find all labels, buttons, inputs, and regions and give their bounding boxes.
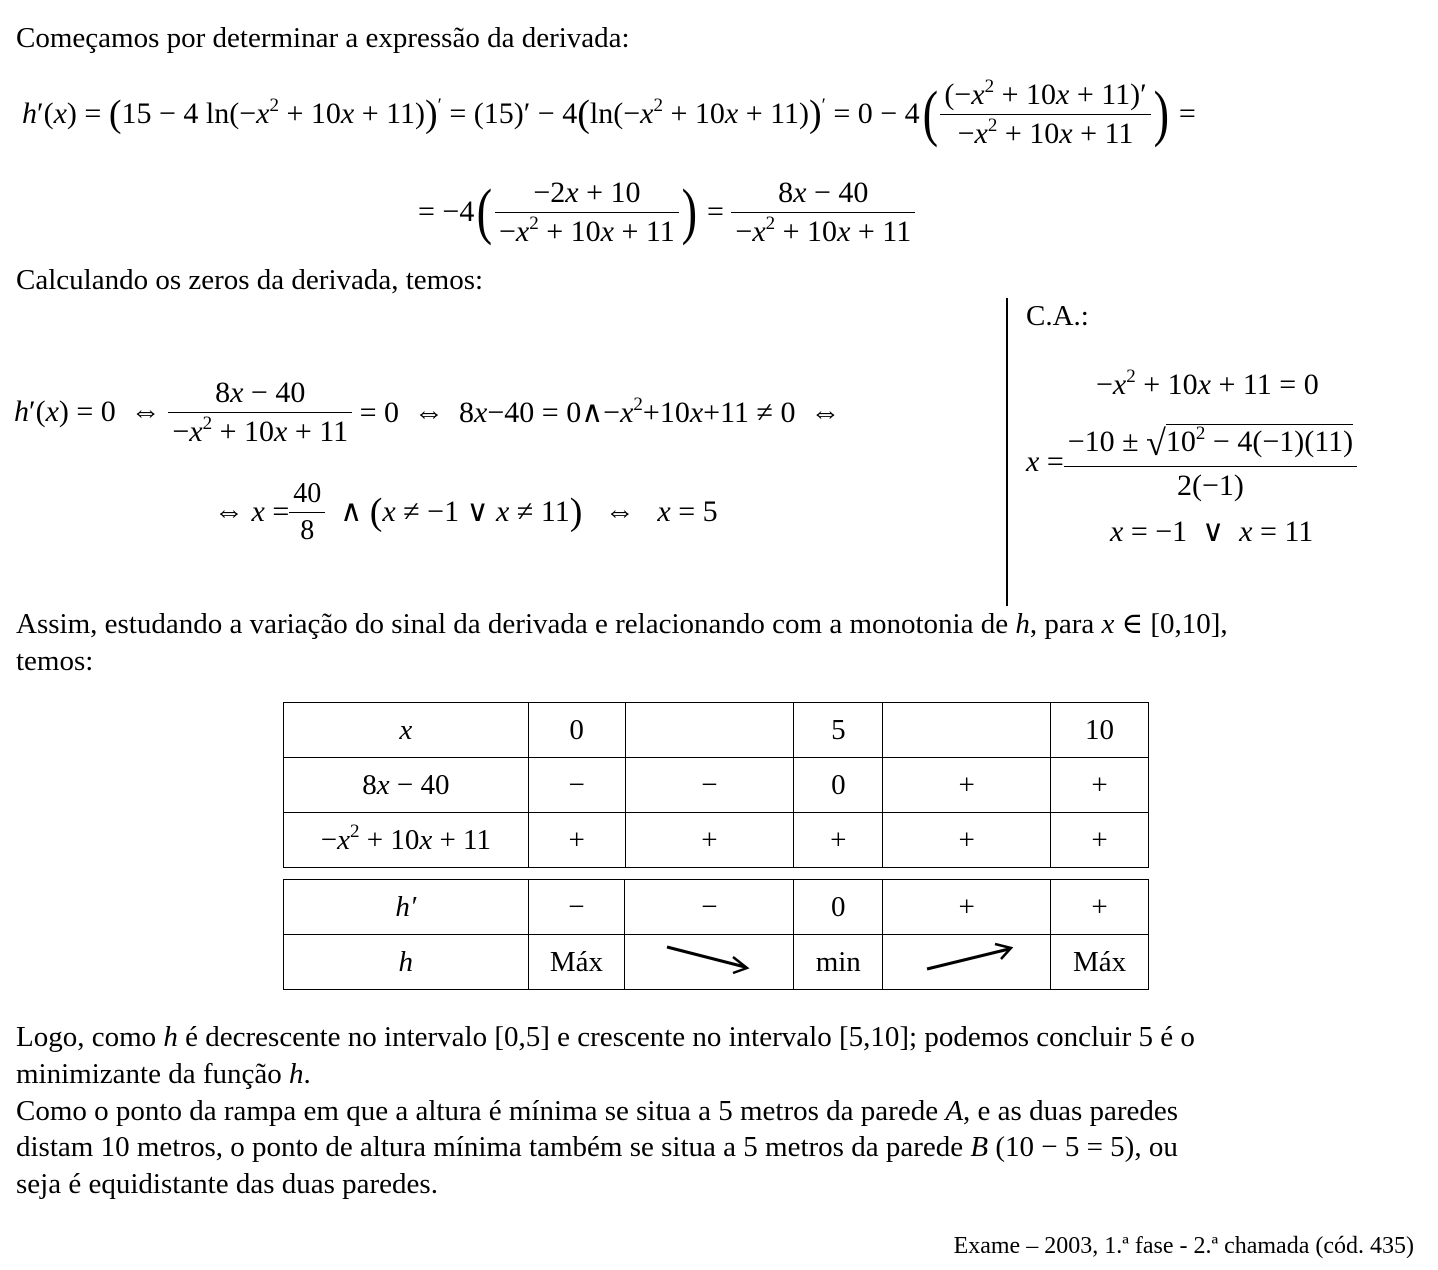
conclusion-line-1: Logo, como h é decrescente no intervalo [0,5] e crescente no intervalo [5,10]; podemos concluir 5 é o xyxy=(16,1021,1195,1053)
table-row xyxy=(284,935,1149,990)
table-cell: + xyxy=(528,813,625,868)
table-row xyxy=(284,813,1149,868)
table-cell: + xyxy=(1051,758,1149,813)
conclusion-line-2: minimizante da função h. xyxy=(16,1058,311,1090)
conclusion-line-4: distam 10 metros, o ponto de altura mínima também se situa a 5 metros da parede B (10 − 5 = 5), ou xyxy=(16,1131,1178,1163)
zeros-line-1: h′(x) = 0 ⇔ $\frac{8x - 40}{-x^2 + 10x + 11}$ = 0 ⇔ $8x-40 = 0\wedge-x^2+10x+11 \ne 0$ ⇔ xyxy=(14,375,841,448)
table-cell: − xyxy=(625,880,794,935)
ca-label: C.A.: xyxy=(1026,300,1089,332)
table-cell xyxy=(625,703,794,758)
table-cell xyxy=(883,703,1051,758)
table-cell: + xyxy=(883,758,1051,813)
ca-equation: $-x^2 + 10x + 11 = 0$ xyxy=(1096,366,1319,401)
sign-table-top xyxy=(283,702,1149,868)
sign-intro-line-1: Assim, estudando a variação do sinal da derivada e relacionando com a monotonia de h, para x ∈ [0,10], xyxy=(16,608,1228,640)
conclusion-line-3: Como o ponto da rampa em que a altura é mínima se situa a 5 metros da parede A, e as duas paredes xyxy=(16,1095,1179,1127)
table-cell: 5 xyxy=(794,703,883,758)
table-cell: − xyxy=(625,758,794,813)
table-cell xyxy=(883,935,1051,990)
table-cell: h′ xyxy=(284,880,529,935)
table-cell: + xyxy=(883,813,1051,868)
intro-text: Começamos por determinar a expressão da derivada: xyxy=(16,22,630,54)
table-cell: 10 xyxy=(1051,703,1149,758)
increasing-arrow-icon xyxy=(917,941,1017,975)
table-cell: − xyxy=(528,758,625,813)
table-cell: h xyxy=(284,935,529,990)
decreasing-arrow-icon xyxy=(659,941,759,975)
ca-divider xyxy=(1006,298,1008,606)
derivative-line-2: = −4 ( $\frac{-2x + 10}{-x^2 + 10x + 11}$ ) = $\frac{8x - 40}{-x^2 + 10x + 11}$ xyxy=(418,172,915,252)
table-cell: 0 xyxy=(794,758,883,813)
table-cell: + xyxy=(794,813,883,868)
sign-intro-line-2: temos: xyxy=(16,645,94,677)
table-cell: Máx xyxy=(528,935,625,990)
table-cell: + xyxy=(883,880,1051,935)
zeros-intro-text: Calculando os zeros da derivada, temos: xyxy=(16,264,484,296)
table-cell: x xyxy=(284,703,529,758)
sign-table-bottom xyxy=(283,879,1149,990)
table-cell: 8x − 40 xyxy=(284,758,529,813)
table-row xyxy=(284,703,1149,758)
table-cell: + xyxy=(625,813,794,868)
derivative-line-1: h′(x) = (15 − 4 $\ln(-x^2 + 10x + 11))' = (15)' - 4(\ln(-x^2 + 10x + 11))' = 0 - 4$ ( $\frac{(-x^2 + 10x + 11)'}{-x^2 + 10x + 11}$ ) = xyxy=(22,75,1196,150)
table-cell: + xyxy=(1051,880,1149,935)
table-row xyxy=(284,758,1149,813)
table-cell: min xyxy=(794,935,883,990)
ca-roots: x = −1 ∨ x = 11 xyxy=(1110,515,1314,548)
zeros-line-2: ⇔ x = $\frac{40}{8}$ ∧ (x ≠ −1 ∨ x ≠ 11) ⇔ x = 5 xyxy=(214,477,718,546)
ca-quadratic-formula: x = $\frac{-10 \pm √10^2 - 4(-1)(11)}{2(-1)}$ xyxy=(1026,420,1357,504)
table-cell xyxy=(625,935,794,990)
table-cell: $-x^2 + 10x + 11$ xyxy=(284,813,529,868)
table-cell: + xyxy=(1051,813,1149,868)
source-footer: Exame – 2003, 1.ª fase - 2.ª chamada (cód. 435) xyxy=(953,1233,1414,1259)
table-cell: Máx xyxy=(1051,935,1149,990)
conclusion-line-5: seja é equidistante das duas paredes. xyxy=(16,1168,438,1200)
table-cell: 0 xyxy=(528,703,625,758)
table-cell: − xyxy=(528,880,625,935)
table-cell: 0 xyxy=(794,880,883,935)
table-row xyxy=(284,880,1149,935)
